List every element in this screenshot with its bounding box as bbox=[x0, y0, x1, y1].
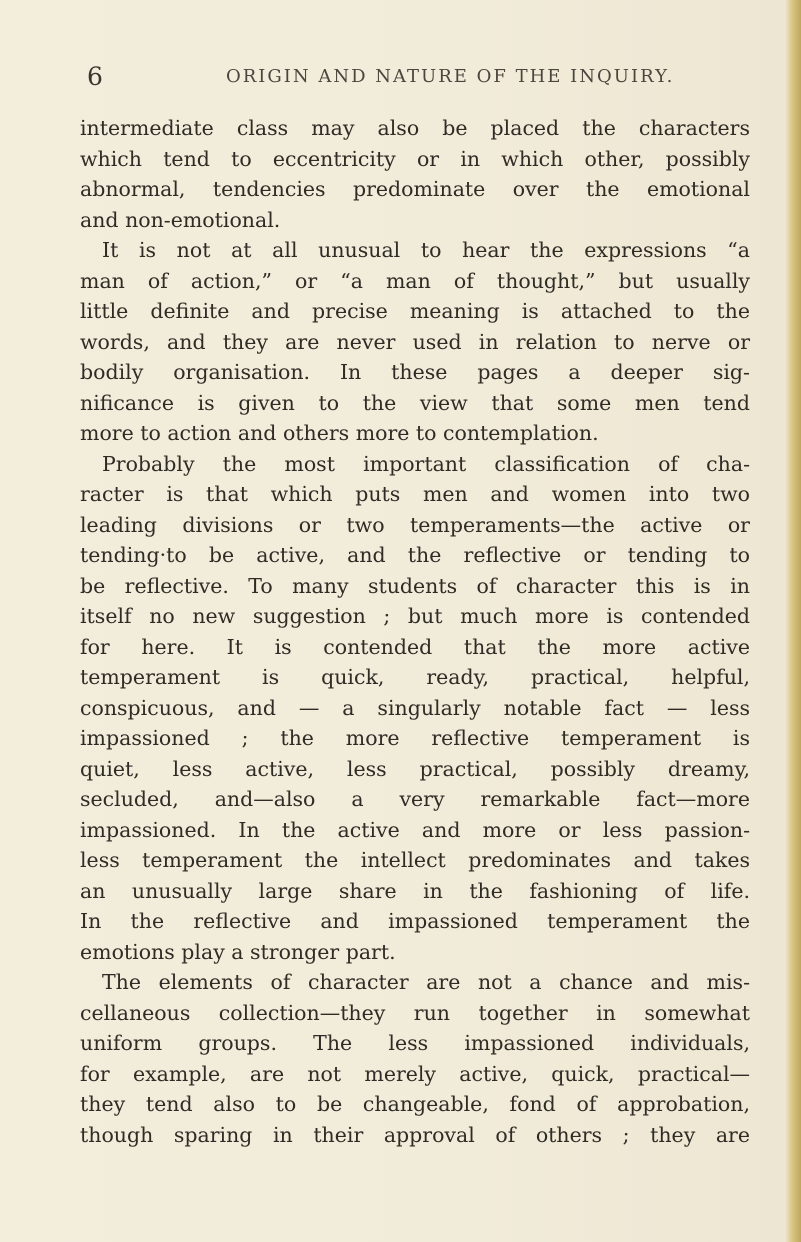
text-line: tending·to be active, and the reflective or tending to bbox=[80, 543, 750, 567]
text-line: for example, are not merely active, quick, practical— bbox=[80, 1061, 750, 1086]
text-line: temperament is quick, ready, practical, helpful, bbox=[80, 665, 750, 689]
text-line: and non-emotional. bbox=[80, 207, 281, 232]
text-line: more to action and others more to contemplation. bbox=[80, 421, 599, 445]
text-line: conspicuous, and — a singularly notable fact — less bbox=[80, 695, 750, 720]
text-line: bodily organisation. In these pages a deeper sig- bbox=[80, 360, 750, 384]
text-line: Probably the most important classification of cha- bbox=[102, 451, 750, 476]
body-text bbox=[80, 113, 750, 1150]
text-line: cellaneous collection—they run together in somewhat bbox=[80, 1000, 750, 1025]
text-line: itself no new suggestion ; but much more is contended bbox=[80, 604, 750, 628]
text-line: nificance is given to the view that some men tend bbox=[80, 390, 750, 415]
text-line: for here. It is contended that the more active bbox=[80, 634, 750, 659]
text-line: secluded, and—also a very remarkable fact—more bbox=[80, 787, 750, 811]
text-line: The elements of character are not a chance and mis- bbox=[102, 970, 750, 994]
text-line: In the reflective and impassioned temperament the bbox=[80, 909, 750, 933]
page-number: 6 bbox=[87, 62, 103, 91]
text-line: an unusually large share in the fashioning of life. bbox=[80, 878, 750, 903]
running-head: ORIGIN AND NATURE OF THE INQUIRY. bbox=[226, 66, 675, 87]
text-line: abnormal, tendencies predominate over the emotional bbox=[80, 177, 750, 201]
text-line: leading divisions or two temperaments—the active or bbox=[80, 512, 750, 537]
text-line: words, and they are never used in relation to nerve or bbox=[80, 329, 750, 354]
text-line: man of action,” or “a man of thought,” but usually bbox=[80, 268, 750, 293]
text-line: which tend to eccentricity or in which other, possibly bbox=[80, 146, 750, 171]
page-edge bbox=[785, 0, 801, 1242]
text-line: racter is that which puts men and women into two bbox=[80, 482, 750, 506]
text-line: It is not at all unusual to hear the expressions “a bbox=[102, 238, 750, 262]
text-line: though sparing in their approval of others ; they are bbox=[80, 1122, 750, 1147]
text-line: they tend also to be changeable, fond of approbation, bbox=[80, 1092, 750, 1116]
text-line: impassioned ; the more reflective temperament is bbox=[80, 726, 750, 750]
text-line: emotions play a stronger part. bbox=[80, 939, 396, 964]
page-header bbox=[0, 62, 801, 92]
text-line: little definite and precise meaning is attached to the bbox=[80, 299, 750, 323]
text-line: less temperament the intellect predominates and takes bbox=[80, 848, 750, 872]
text-line: be reflective. To many students of character this is in bbox=[80, 573, 750, 598]
text-line: quiet, less active, less practical, possibly dreamy, bbox=[80, 756, 750, 781]
text-line: intermediate class may also be placed the characters bbox=[80, 116, 750, 140]
text-line: impassioned. In the active and more or less passion- bbox=[80, 817, 750, 842]
text-line: uniform groups. The less impassioned individuals, bbox=[80, 1031, 750, 1055]
